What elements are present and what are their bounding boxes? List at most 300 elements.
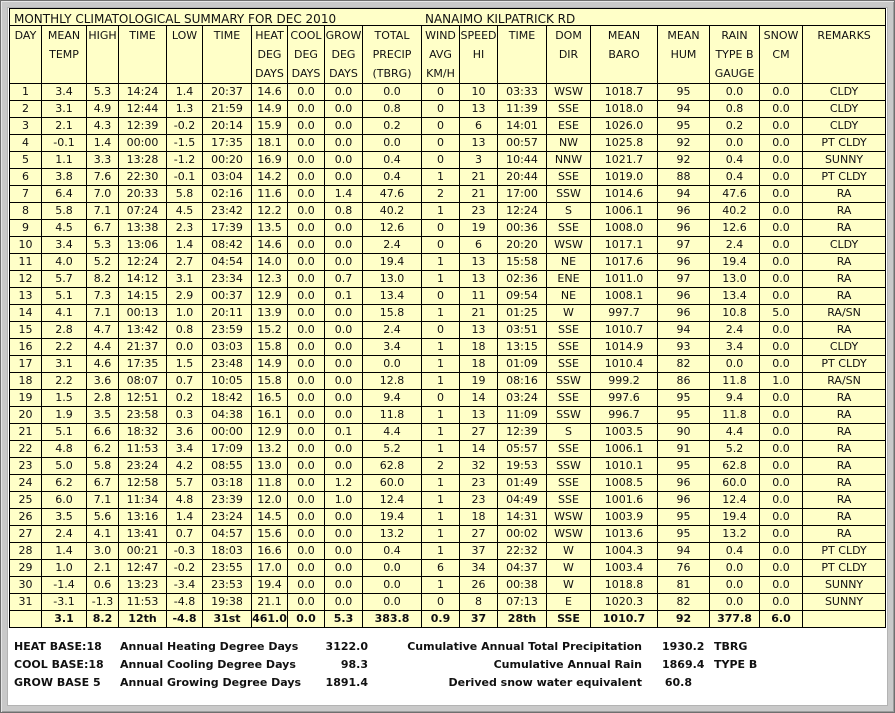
- table-cell: 0.0: [288, 390, 325, 407]
- column-header: COOL DEG DAYS: [288, 26, 325, 84]
- table-cell: 2.8: [42, 322, 87, 339]
- table-cell: 3.6: [167, 424, 203, 441]
- table-cell: 19.4: [710, 254, 760, 271]
- table-cell: 996.7: [591, 407, 658, 424]
- table-cell: 1: [422, 509, 460, 526]
- table-cell: 05:57: [498, 441, 547, 458]
- table-cell: 0.0: [710, 84, 760, 101]
- table-cell: 0.0: [710, 577, 760, 594]
- table-cell: 3.1: [42, 101, 87, 118]
- table-cell: 1001.6: [591, 492, 658, 509]
- table-cell: 26: [10, 509, 42, 526]
- table-cell: 11: [10, 254, 42, 271]
- table-cell: RA: [803, 458, 886, 475]
- table-cell: 91: [658, 441, 710, 458]
- table-cell: 04:57: [203, 526, 252, 543]
- table-cell: 07:13: [498, 594, 547, 611]
- table-cell: 0.0: [288, 305, 325, 322]
- table-cell: 0: [422, 152, 460, 169]
- table-cell: RA: [803, 322, 886, 339]
- table-cell: 19:38: [203, 594, 252, 611]
- table-cell: 22: [10, 441, 42, 458]
- table-cell: 2.9: [167, 288, 203, 305]
- table-cell: 12.8: [363, 373, 422, 390]
- table-cell: 15.8: [252, 373, 288, 390]
- table-cell: 0.0: [288, 577, 325, 594]
- table-cell: 11.8: [252, 475, 288, 492]
- table-cell: 4.4: [710, 424, 760, 441]
- table-cell: 10: [460, 84, 498, 101]
- table-cell: RA: [803, 424, 886, 441]
- table-cell: 2.4: [710, 322, 760, 339]
- table-cell: -3.1: [42, 594, 87, 611]
- table-cell: 6: [460, 118, 498, 135]
- table-cell: 0.0: [760, 458, 803, 475]
- table-cell: 20:33: [119, 186, 167, 203]
- table-cell: 0.4: [363, 152, 422, 169]
- table-cell: 16.9: [252, 152, 288, 169]
- table-cell: 22:30: [119, 169, 167, 186]
- table-cell: 17: [10, 356, 42, 373]
- table-cell: 12:44: [119, 101, 167, 118]
- table-cell: PT CLDY: [803, 169, 886, 186]
- table-row: [10, 152, 886, 169]
- table-row: [10, 118, 886, 135]
- footer-label: COOL BASE:18: [14, 657, 104, 671]
- table-cell: 18: [10, 373, 42, 390]
- table-cell: 09:54: [498, 288, 547, 305]
- table-cell: 1010.7: [591, 611, 658, 628]
- table-cell: 18: [460, 509, 498, 526]
- table-row: [10, 84, 886, 101]
- table-cell: 0.8: [710, 101, 760, 118]
- footer-note: TBRG: [714, 639, 748, 653]
- table-cell: 1017.6: [591, 254, 658, 271]
- table-cell: 02:16: [203, 186, 252, 203]
- table-cell: RA: [803, 186, 886, 203]
- table-cell: 04:49: [498, 492, 547, 509]
- table-cell: 13:15: [498, 339, 547, 356]
- table-cell: 5.2: [87, 254, 119, 271]
- table-cell: 3.1: [167, 271, 203, 288]
- table-cell: 4.5: [42, 220, 87, 237]
- table-row: [10, 373, 886, 390]
- table-cell: 25: [10, 492, 42, 509]
- table-cell: 0: [422, 390, 460, 407]
- table-cell: 1018.8: [591, 577, 658, 594]
- table-cell: 0: [422, 322, 460, 339]
- table-cell: 17:39: [203, 220, 252, 237]
- table-cell: ENE: [547, 271, 591, 288]
- table-cell: 0.0: [325, 101, 363, 118]
- table-cell: 20:11: [203, 305, 252, 322]
- table-cell: 2.4: [363, 237, 422, 254]
- table-cell: 383.8: [363, 611, 422, 628]
- table-cell: 2.1: [87, 560, 119, 577]
- table-cell: 00:00: [119, 135, 167, 152]
- table-cell: 0.0: [325, 237, 363, 254]
- table-cell: 1003.5: [591, 424, 658, 441]
- table-cell: 12:58: [119, 475, 167, 492]
- table-cell: 14.5: [252, 509, 288, 526]
- table-row: [10, 407, 886, 424]
- table-row: [10, 237, 886, 254]
- table-row: [10, 475, 886, 492]
- table-cell: 04:54: [203, 254, 252, 271]
- table-cell: 96: [658, 254, 710, 271]
- table-row: [10, 509, 886, 526]
- table-cell: W: [547, 305, 591, 322]
- table-cell: 0.0: [325, 118, 363, 135]
- table-cell: 14.6: [252, 237, 288, 254]
- table-cell: 1: [422, 373, 460, 390]
- table-cell: 0.0: [325, 509, 363, 526]
- table-cell: 1010.4: [591, 356, 658, 373]
- table-cell: 0.0: [325, 169, 363, 186]
- table-row: [10, 560, 886, 577]
- column-header: SPEED HI: [460, 26, 498, 84]
- table-cell: 76: [658, 560, 710, 577]
- table-cell: 00:00: [203, 424, 252, 441]
- table-cell: 17:00: [498, 186, 547, 203]
- footer-value2: 1869.4: [662, 657, 705, 671]
- table-cell: 0.0: [288, 152, 325, 169]
- table-cell: 90: [658, 424, 710, 441]
- table-cell: WSW: [547, 509, 591, 526]
- table-cell: CLDY: [803, 84, 886, 101]
- table-cell: 0.0: [760, 407, 803, 424]
- table-cell: 15.6: [252, 526, 288, 543]
- table-cell: 08:07: [119, 373, 167, 390]
- table-cell: 2.3: [167, 220, 203, 237]
- table-cell: 81: [658, 577, 710, 594]
- column-header: REMARKS: [803, 26, 886, 84]
- table-cell: 4: [10, 135, 42, 152]
- table-cell: 0.0: [325, 135, 363, 152]
- table-cell: 60.0: [710, 475, 760, 492]
- table-cell: 2.2: [42, 373, 87, 390]
- table-cell: 31: [10, 594, 42, 611]
- table-cell: 20: [10, 407, 42, 424]
- table-cell: 0.0: [325, 339, 363, 356]
- table-cell: 12.3: [252, 271, 288, 288]
- table-cell: 0: [422, 84, 460, 101]
- table-cell: 13.0: [363, 271, 422, 288]
- table-cell: 62.8: [363, 458, 422, 475]
- table-cell: 21: [10, 424, 42, 441]
- table-cell: 4.3: [87, 118, 119, 135]
- table-cell: 17:09: [203, 441, 252, 458]
- table-cell: 23:24: [119, 458, 167, 475]
- table-cell: 21.1: [252, 594, 288, 611]
- table-cell: 0.0: [288, 84, 325, 101]
- table-cell: 1026.0: [591, 118, 658, 135]
- table-cell: 5.2: [363, 441, 422, 458]
- window-content: [7, 7, 888, 706]
- table-cell: 96: [658, 492, 710, 509]
- table-cell: 1011.0: [591, 271, 658, 288]
- table-cell: 11.6: [252, 186, 288, 203]
- table-cell: 0.0: [288, 509, 325, 526]
- table-cell: 82: [658, 356, 710, 373]
- table-cell: 19: [10, 390, 42, 407]
- table-cell: 1: [422, 203, 460, 220]
- table-cell: 15:58: [498, 254, 547, 271]
- column-header: HIGH: [87, 26, 119, 84]
- table-cell: 0.0: [288, 373, 325, 390]
- table-cell: 95: [658, 118, 710, 135]
- table-cell: 94: [658, 322, 710, 339]
- climate-summary-table: [9, 8, 886, 628]
- table-cell: 00:36: [498, 220, 547, 237]
- table-cell: 13.4: [363, 288, 422, 305]
- table-cell: 1014.9: [591, 339, 658, 356]
- table-cell: 13:41: [119, 526, 167, 543]
- table-cell: -1.4: [42, 577, 87, 594]
- table-cell: 0.8: [167, 322, 203, 339]
- table-cell: 377.8: [710, 611, 760, 628]
- table-cell: 1: [422, 424, 460, 441]
- table-cell: 0.7: [167, 526, 203, 543]
- table-cell: 11:34: [119, 492, 167, 509]
- table-cell: 16.6: [252, 543, 288, 560]
- table-cell: 16.1: [252, 407, 288, 424]
- table-cell: 1.4: [167, 509, 203, 526]
- table-cell: 6.0: [42, 492, 87, 509]
- table-cell: 4.0: [42, 254, 87, 271]
- table-cell: RA/SN: [803, 373, 886, 390]
- footer-summary: [8, 637, 887, 691]
- table-cell: 17:35: [119, 356, 167, 373]
- table-cell: 13.2: [363, 526, 422, 543]
- table-cell: 0.0: [760, 254, 803, 271]
- table-cell: 13.2: [710, 526, 760, 543]
- table-cell: 11:53: [119, 594, 167, 611]
- table-cell: 21:59: [203, 101, 252, 118]
- footer-row: [8, 673, 887, 691]
- table-cell: 0: [422, 594, 460, 611]
- table-cell: 0.0: [760, 101, 803, 118]
- table-cell: 28th: [498, 611, 547, 628]
- table-cell: 13: [460, 254, 498, 271]
- table-cell: 30: [10, 577, 42, 594]
- table-cell: 20:44: [498, 169, 547, 186]
- table-cell: 1: [422, 169, 460, 186]
- table-cell: 12.2: [252, 203, 288, 220]
- table-cell: 0.0: [760, 594, 803, 611]
- table-cell: 97: [658, 237, 710, 254]
- table-row: [10, 254, 886, 271]
- table-cell: 6.7: [87, 220, 119, 237]
- table-cell: 62.8: [710, 458, 760, 475]
- column-header: DAY: [10, 26, 42, 84]
- table-cell: 03:04: [203, 169, 252, 186]
- footer-value2: 1930.2: [662, 639, 705, 653]
- table-cell: 12:39: [119, 118, 167, 135]
- table-cell: 20:37: [203, 84, 252, 101]
- table-cell: 13.9: [252, 305, 288, 322]
- footer-value: 1891.4: [325, 675, 368, 689]
- title-cell: [10, 9, 886, 26]
- table-cell: 86: [658, 373, 710, 390]
- table-cell: 1: [422, 356, 460, 373]
- table-cell: 13: [460, 135, 498, 152]
- table-cell: PT CLDY: [803, 543, 886, 560]
- table-cell: 23: [10, 458, 42, 475]
- table-cell: -0.3: [167, 543, 203, 560]
- table-cell: 0.0: [167, 339, 203, 356]
- table-cell: 12.6: [710, 220, 760, 237]
- table-cell: 5.3: [87, 237, 119, 254]
- table-cell: 94: [658, 101, 710, 118]
- table-cell: 6.7: [87, 475, 119, 492]
- table-cell: 16: [10, 339, 42, 356]
- table-cell: 0: [422, 220, 460, 237]
- table-row: [10, 271, 886, 288]
- table-cell: 18:32: [119, 424, 167, 441]
- table-cell: 0.0: [710, 135, 760, 152]
- table-cell: SSE: [547, 475, 591, 492]
- table-cell: 0.0: [325, 458, 363, 475]
- table-cell: 23: [460, 475, 498, 492]
- table-cell: 2: [10, 101, 42, 118]
- table-row: [10, 288, 886, 305]
- table-cell: 1020.3: [591, 594, 658, 611]
- table-cell: 0.0: [288, 526, 325, 543]
- table-cell: 1: [422, 339, 460, 356]
- table-cell: 22:32: [498, 543, 547, 560]
- table-cell: -0.2: [167, 560, 203, 577]
- table-cell: 1008.5: [591, 475, 658, 492]
- table-cell: 12.4: [363, 492, 422, 509]
- table-cell: 2.4: [42, 526, 87, 543]
- table-cell: 0.1: [325, 424, 363, 441]
- table-cell: 14: [460, 441, 498, 458]
- table-row: [10, 492, 886, 509]
- table-cell: 10:05: [203, 373, 252, 390]
- table-cell: 0.0: [288, 288, 325, 305]
- table-cell: 47.6: [710, 186, 760, 203]
- table-cell: 0.0: [325, 152, 363, 169]
- table-cell: 8: [10, 203, 42, 220]
- table-cell: 47.6: [363, 186, 422, 203]
- table-cell: 5.1: [42, 288, 87, 305]
- table-cell: 23:24: [203, 509, 252, 526]
- table-cell: 0.0: [710, 356, 760, 373]
- column-header: GROW DEG DAYS: [325, 26, 363, 84]
- table-cell: 08:42: [203, 237, 252, 254]
- table-cell: 27: [10, 526, 42, 543]
- table-cell: 19.4: [252, 577, 288, 594]
- table-cell: E: [547, 594, 591, 611]
- table-cell: 4.1: [42, 305, 87, 322]
- table-cell: RA: [803, 288, 886, 305]
- table-cell: CLDY: [803, 339, 886, 356]
- table-cell: 0.0: [363, 577, 422, 594]
- table-cell: 1: [422, 441, 460, 458]
- table-cell: 1.4: [167, 84, 203, 101]
- table-cell: 4.2: [167, 458, 203, 475]
- table-cell: 18:03: [203, 543, 252, 560]
- table-cell: 1.0: [42, 560, 87, 577]
- table-cell: 0.0: [288, 237, 325, 254]
- table-cell: 11.8: [363, 407, 422, 424]
- table-cell: 0.0: [760, 339, 803, 356]
- table-cell: 13: [460, 322, 498, 339]
- table-cell: 2: [422, 186, 460, 203]
- table-cell: 0.0: [288, 186, 325, 203]
- summary-row: [10, 611, 886, 628]
- table-cell: 0.9: [422, 611, 460, 628]
- table-cell: 0.0: [288, 169, 325, 186]
- table-cell: 1: [422, 305, 460, 322]
- table-cell: 3.4: [710, 339, 760, 356]
- table-cell: 7.1: [87, 492, 119, 509]
- table-cell: 6: [460, 237, 498, 254]
- table-cell: 5.8: [87, 458, 119, 475]
- table-cell: 1018.7: [591, 84, 658, 101]
- table-cell: 1: [422, 543, 460, 560]
- table-cell: NW: [547, 135, 591, 152]
- table-cell: 0.0: [288, 101, 325, 118]
- table-cell: 3.4: [42, 237, 87, 254]
- table-cell: 0.0: [760, 543, 803, 560]
- table-cell: 0.6: [87, 577, 119, 594]
- table-cell: 0.0: [760, 322, 803, 339]
- table-cell: 94: [658, 543, 710, 560]
- table-cell: 12.9: [252, 288, 288, 305]
- table-cell: 1: [422, 254, 460, 271]
- table-cell: 15.8: [252, 339, 288, 356]
- table-cell: 14:24: [119, 84, 167, 101]
- table-cell: 03:51: [498, 322, 547, 339]
- table-cell: 17.0: [252, 560, 288, 577]
- table-cell: 13:42: [119, 322, 167, 339]
- table-cell: 2.7: [167, 254, 203, 271]
- table-cell: -3.4: [167, 577, 203, 594]
- table-cell: 13:28: [119, 152, 167, 169]
- table-cell: SSW: [547, 186, 591, 203]
- table-cell: CLDY: [803, 237, 886, 254]
- table-cell: 95: [658, 407, 710, 424]
- table-cell: 23: [460, 492, 498, 509]
- table-cell: 3.0: [87, 543, 119, 560]
- table-cell: 2: [422, 458, 460, 475]
- footer-desc: Annual Growing Degree Days: [120, 675, 302, 689]
- table-cell: 5.2: [710, 441, 760, 458]
- table-cell: -0.1: [167, 169, 203, 186]
- column-header: SNOW CM: [760, 26, 803, 84]
- table-cell: 08:16: [498, 373, 547, 390]
- table-cell: 21:37: [119, 339, 167, 356]
- table-row: [10, 577, 886, 594]
- report-title: MONTHLY CLIMATOLOGICAL SUMMARY FOR DEC 2010: [14, 12, 337, 26]
- footer-value: 3122.0: [325, 639, 368, 653]
- table-cell: 7.3: [87, 288, 119, 305]
- table-cell: 13.0: [710, 271, 760, 288]
- table-cell: 3.4: [363, 339, 422, 356]
- table-cell: -4.8: [167, 611, 203, 628]
- table-cell: SSE: [547, 220, 591, 237]
- column-header: MEAN HUM: [658, 26, 710, 84]
- table-cell: 1008.0: [591, 220, 658, 237]
- table-cell: SSE: [547, 322, 591, 339]
- table-cell: 20:14: [203, 118, 252, 135]
- table-cell: 0.0: [288, 407, 325, 424]
- table-cell: 0.8: [325, 203, 363, 220]
- table-cell: 2.4: [710, 237, 760, 254]
- table-row: [10, 305, 886, 322]
